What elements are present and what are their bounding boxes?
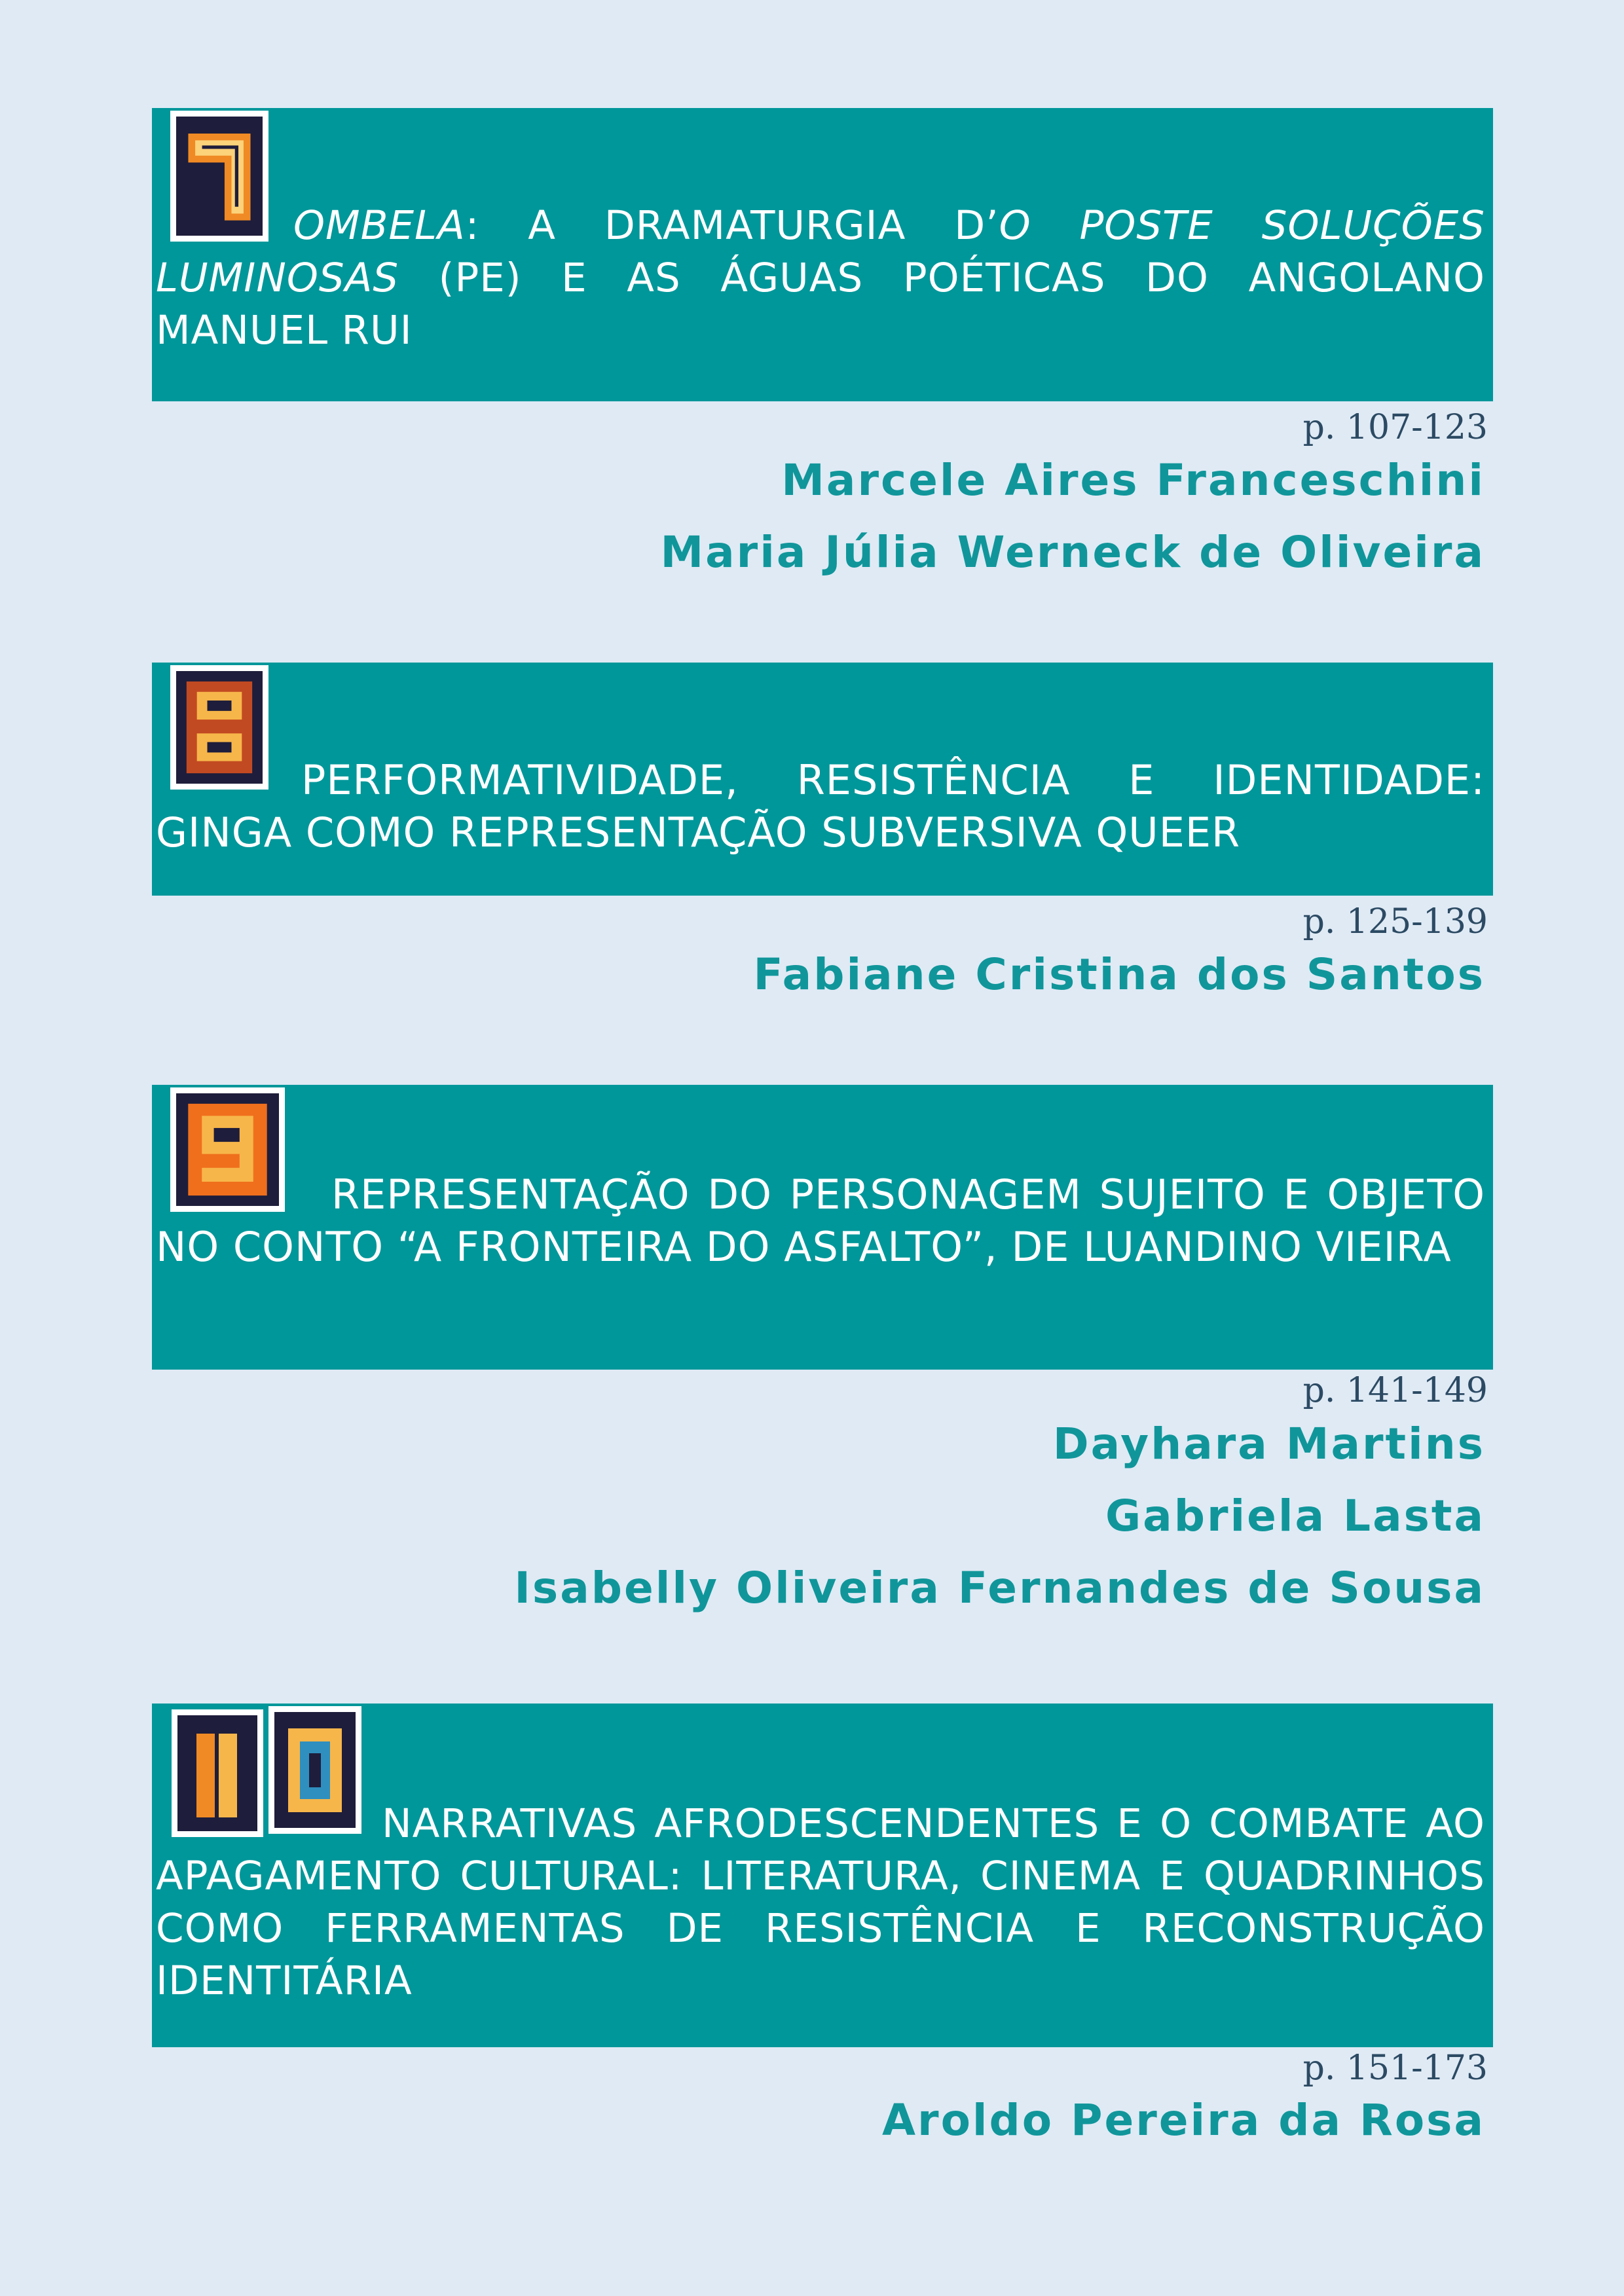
toc-entry-10 (152, 1704, 1493, 2145)
author-name: Gabriela Lasta (1105, 1491, 1485, 1541)
author-name: Aroldo Pereira da Rosa (881, 2095, 1485, 2145)
entry-title: PERFORMATIVIDADE, RESISTÊNCIA E IDENTIDADE: GINGA COMO REPRESENTAÇÃO SUBVERSIVA QUEER (156, 756, 1485, 856)
title-part: (PE) E AS ÁGUAS POÉTICAS DO ANGOLANO MANUEL RUI (156, 255, 1485, 354)
title-banner (152, 663, 1493, 896)
title-italic-part: O POSTE SOLUÇÕES LUMINOSAS (156, 202, 1485, 301)
entry-title: REPRESENTAÇÃO DO PERSONAGEM SUJEITO E OBJETO NO CONTO “A FRONTEIRA DO ASFALTO”, DE LUANDINO VIEIRA (156, 1171, 1485, 1271)
author-name: Marcele Aires Franceschini (781, 455, 1485, 505)
author-name: Dayhara Martins (1052, 1419, 1485, 1469)
page-range: p. 107-123 (1302, 408, 1488, 447)
toc-entry-8 (152, 663, 1493, 1000)
title-banner (152, 1704, 1493, 2047)
author-name: Maria Júlia Werneck de Oliveira (660, 527, 1485, 577)
title-banner (152, 1085, 1493, 1370)
page-range: p. 151-173 (1302, 2049, 1488, 2088)
title-part: : A DRAMATURGIA D’ (465, 202, 999, 249)
toc-entry-7 (152, 108, 1493, 577)
author-name: Isabelly Oliveira Fernandes de Sousa (514, 1563, 1485, 1613)
author-name: Fabiane Cristina dos Santos (753, 949, 1485, 1000)
title-banner (152, 108, 1493, 401)
entry-title (156, 200, 1485, 357)
toc-entry-9 (152, 1085, 1493, 1613)
title-italic-part: OMBELA (293, 202, 466, 249)
page-range: p. 125-139 (1302, 902, 1488, 941)
page-range: p. 141-149 (1302, 1371, 1488, 1410)
entry-title: NARRATIVAS AFRODESCENDENTES E O COMBATE AO APAGAMENTO CULTURAL: LITERATURA, CINEMA E QUADRINHOS COMO FERRAMENTAS DE RESISTÊNCIA E RECONSTRUÇÃO IDENTITÁRIA (156, 1800, 1485, 2004)
